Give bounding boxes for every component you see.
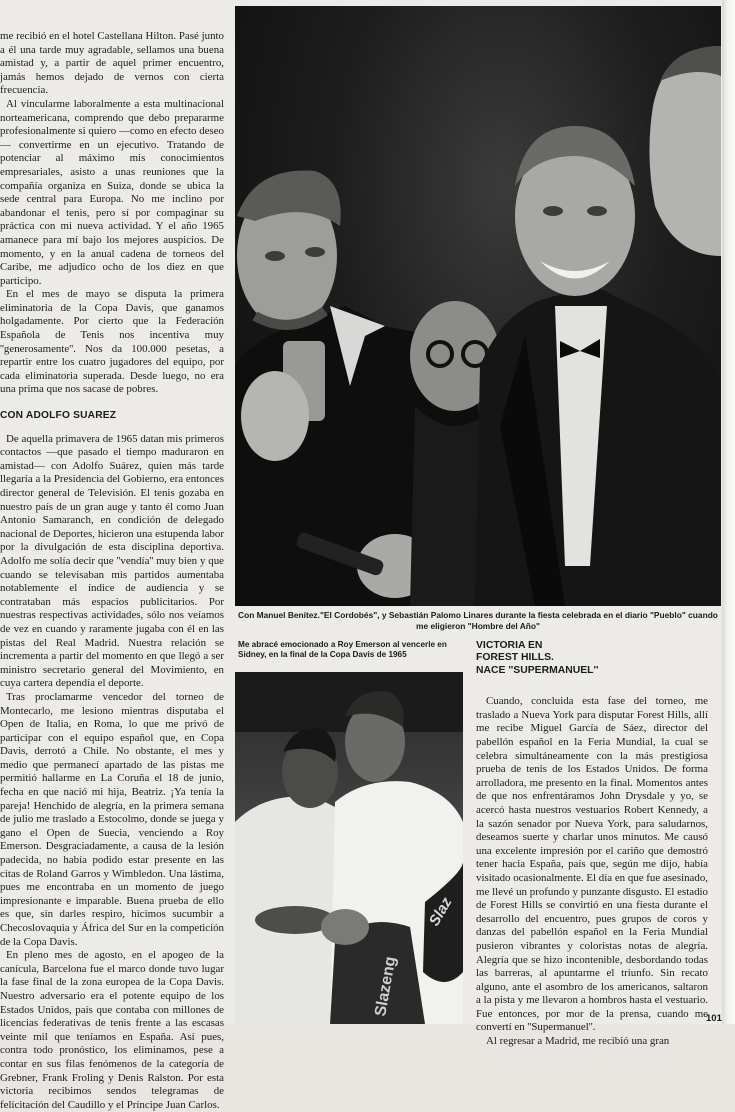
emerson-photo <box>235 672 463 1024</box>
heading-line: VICTORIA EN <box>476 640 543 651</box>
paragraph: En pleno mes de agosto, en el apogeo de la canícula, Barcelona fue el marco donde tuvo lugar la fase final de la zona europea de la Copa Davis. Nuestro adversario era el potente equipo de los Estados Unidos, país que contaba con millones de licencias federativas de tenis frente a las escasas veinte mil que teníamos en España. Así pues, contra todo pronóstico, los eliminamos, pese a contar en sus filas fenómenos de la categoría de Grebner, Frank Froling y Denis Ralston. Por esta victoria recibimos sendos telegramas de felicitación del Caudillo y el Príncipe Juan Carlos. <box>0 949 224 1111</box>
paragraph: Al regresar a Madrid, me recibió una gran <box>486 1035 670 1048</box>
paragraph: En el mes de mayo se disputa la primera eliminatoria de la Copa Davis, que ganamos holgadamente. Por cierto que la Federación Española de Tenis nos incentiva muy ''generosamente''. Nos da 100.000 pesetas, a repartir entre los cuatro jugadores del equipo, por cada eliminatoria superada. Desde luego, no era una prima que nos sacase de pobres. <box>0 288 224 396</box>
paragraph: De aquella primavera de 1965 datan mis primeros contactos —que pasado el tiempo maduraron en amistad— con Adolfo Suárez, quien más tarde llegaría a la Presidencia del Gobierno, era entonces director general de Televisión. El tenis gozaba en nuestro país de un gran auge y tanto él como Juan Antonio Samaranch, en condición de delegado nacional de Deportes, hicieron una estupenda labor por la divulgación de esta disciplina deportiva. Adolfo me solía decir que ''vendía'' muy bien y que cuando se televisaban mis partidos aumentaba notablemente el índice de audiencia y se contrataban más espacios publicitarios. Por nuestras respectivas actividades, sólo nos veíamos de vez en cuando y raramente jugaba con él en las pistas del Real Madrid. Nuestra relación se incrementa a partir del momento en que llegó a ser ministro secretario general del Movimiento, en cuya cartera dependía el deporte. <box>0 432 224 690</box>
page-number: 101 <box>706 1013 722 1024</box>
paragraph: me recibió en el hotel Castellana Hilton. Pasé junto a él una tarde muy agradable, sellamos una buena amistad y, a partir de aquel primer encuentro, jamás hemos dejado de vernos con cierta frecuencia. <box>0 30 224 97</box>
racket-cover-label: Slazeng <box>372 955 400 1018</box>
party-photo-illustration <box>235 6 721 606</box>
party-photo <box>235 6 721 606</box>
heading-line: NACE ''SUPERMANUEL'' <box>476 664 599 676</box>
emerson-photo-illustration <box>235 672 463 1024</box>
bag-label: Slaz <box>425 894 456 929</box>
heading-line: FOREST HILLS. <box>476 652 554 664</box>
right-text-column <box>476 640 708 1049</box>
section-heading <box>476 640 708 677</box>
paragraph: Al vincularme laboralmente a esta multinacional norteamericana, comprendo que debo prepararme profesionalmente si quiero —como en efecto deseo— convertirme en un ejecutivo. Tratando de potenciar al máximo mis conocimientos empresariales, asisto a unas reuniones que la compañía organiza en Suiza, donde se ubica la sede central para Europa. No me inclino por abandonar el tenis, pero sí por compaginar su práctica con mi nueva actividad. Y el año 1965 amanece para mí bajo los mejores auspicios. De momento, y en la anual cadena de torneos del Caribe, me adjudico ocho de los diez en que participo. <box>0 97 224 287</box>
top-photo-caption: Con Manuel Benítez."El Cordobés", y Sebastián Palomo Linares durante la fiesta celebrada en el diario "Pueblo" cuando me eligieron "Hombre del Año" <box>238 610 718 631</box>
page-edge <box>722 0 735 1024</box>
bottom-photo-caption: Me abracé emocionado a Roy Emerson al vencerle en Sidney, en la final de la Copa Davis de 1965 <box>238 640 447 660</box>
section-subhead: CON ADOLFO SUAREZ <box>0 410 117 422</box>
left-text-column <box>0 30 224 1112</box>
paragraph: Tras proclamarme vencedor del torneo de Montecarlo, me lesiono mientras disputaba el Open de Italia, en Roma, lo que me privó de participar con el equipo español que, en Copa Davis, derrotó a Chile. No obstante, el mes y medio que permanecí apartado de las pistas me permitió hallarme en La Coruña el 18 de junio, fecha en que nació mi hija, Beatriz. ¡Ya tenía la pareja! Henchido de alegría, en la primera semana de julio me traslado a Estocolmo, donde se juega y gano el Open de Suecia, venciendo a Roy Emerson. Desgraciadamente, a causa de la lesión padecida, no había podido estar presente en las citas de Roland Garros y Wimbledon. Una lástima, pues me encontraba en un momento de juego impresionante e imparable. Buena prueba de ello es que, sin darles respiro, hicimos sucumbir a Checoslovaquia y África del Sur en la competición de la Copa Davis. <box>0 690 224 948</box>
paragraph: Cuando, concluida esta fase del torneo, me traslado a Nueva York para disputar Forest Hills, allí me recibe Miguel García de Sáez, director del pabellón español en la Feria Mundial, la cual se celebra simultáneamente con la más prestigiosa prueba de tenis de los Estados Unidos. De forma arrolladora, me presento en la final. Momentos antes de que nos enfrentáramos John Drysdale y yo, se acercó hasta nuestros vestuarios Robert Kennedy, a la sazón senador por Nueva York, para saludarnos, deseamos suerte y charlar unos minutos. Me causó una excelente impresión por el cariño que demostró tener hacia España, país que, según me dijo, había visitado ocasionalmente. El día en que fue asesinado, me llevé un profundo y punzante disgusto. El estadio de Forest Hills se convirtió en una fiesta durante el desarrollo del encuentro, pues grupos de coros y danzas del pabellón español en la Feria Mundial pusieron vibrantes y coloristas notas de alegría. Alegría que se hizo incontenible, desbordando todas las barreras, al apuntarme el triunfo. Sin recato alguno, ante el asombro de los americanos, saltaron a la pista y me llevaron a hombros hasta el vestuario. Fue entonces, por mor de la prensa, cuando me convertí en ''Supermanuel''. <box>476 695 708 1034</box>
